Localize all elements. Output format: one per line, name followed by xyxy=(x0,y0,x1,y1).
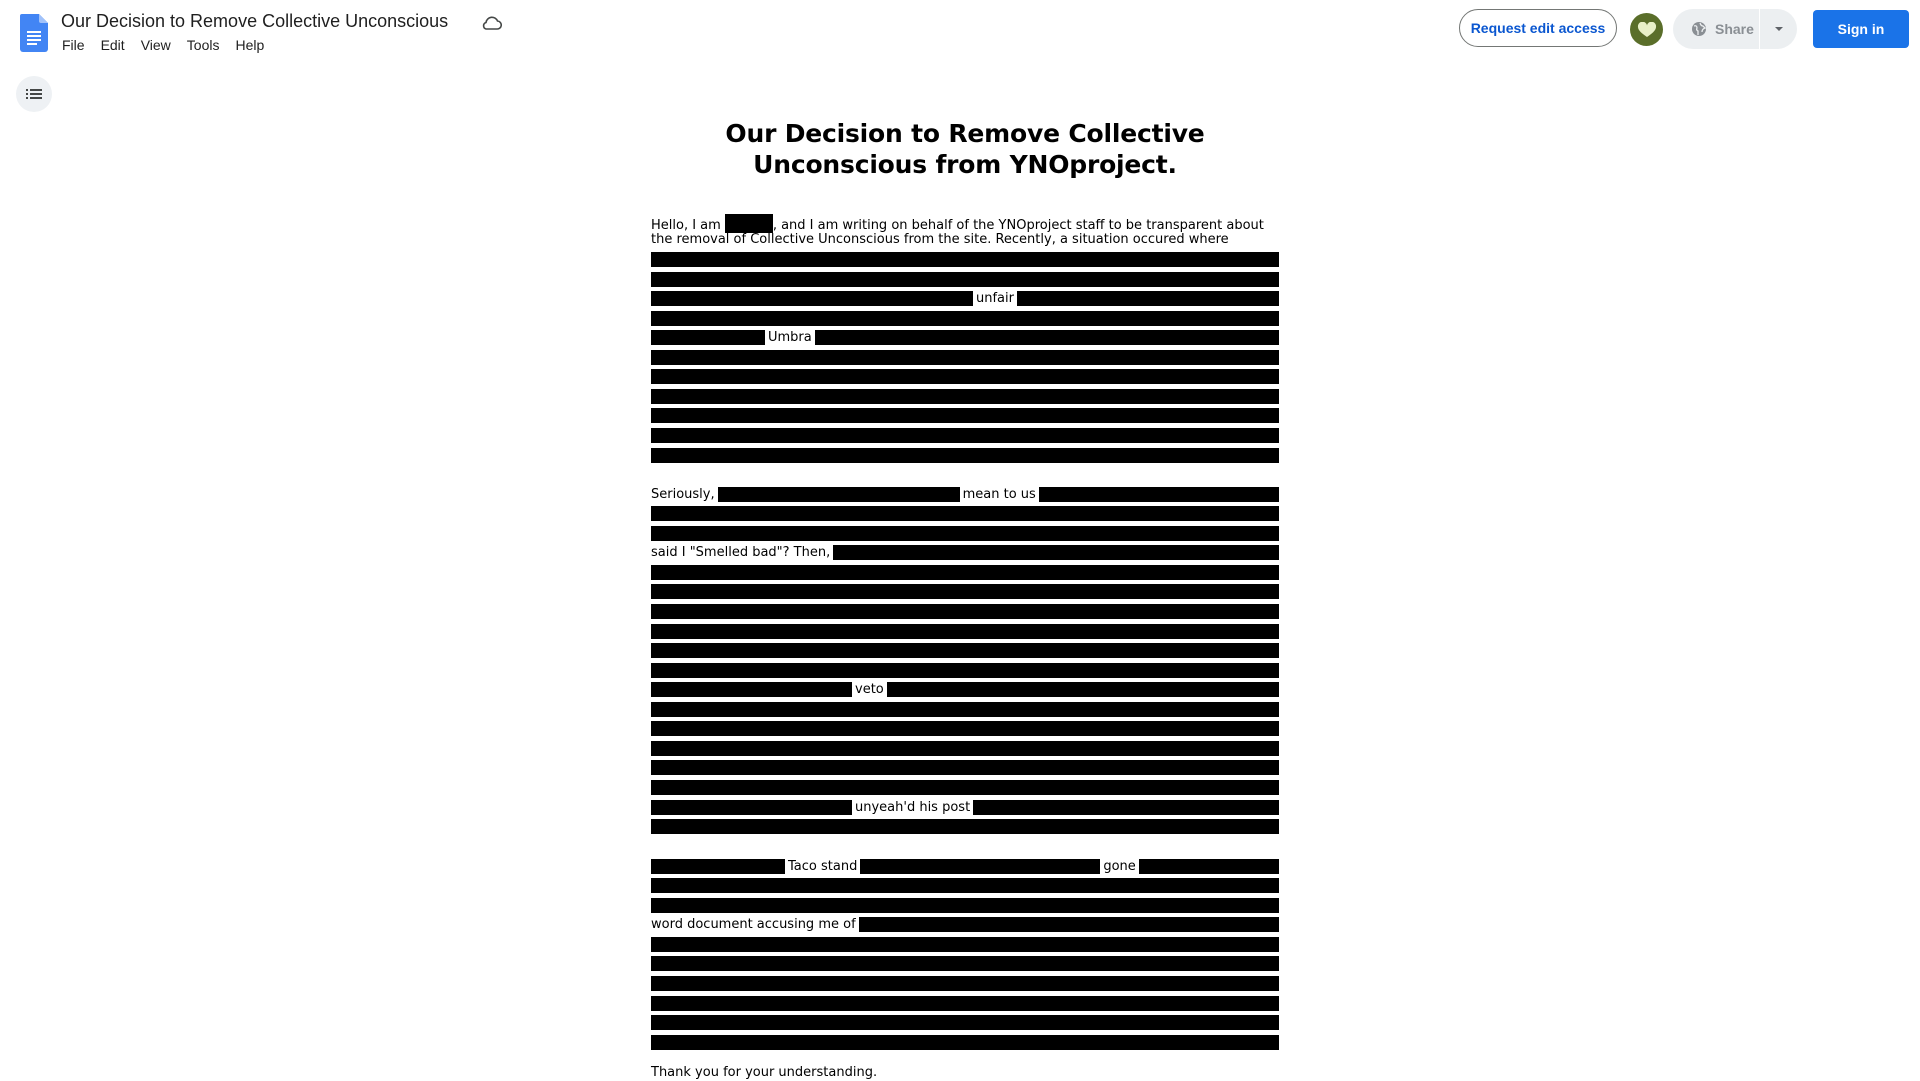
intro-text-b: , and I am writing on behalf of the YNOproject staff to be transparent about xyxy=(772,218,1264,233)
redacted-line xyxy=(651,898,1279,913)
heart-shape xyxy=(1637,22,1657,38)
share-options-button[interactable] xyxy=(1760,9,1797,49)
redacted-line xyxy=(651,545,1279,560)
intro-text-a: Hello, I am xyxy=(651,218,721,233)
redacted-line xyxy=(651,291,1279,306)
redacted-line xyxy=(651,741,1279,756)
redacted-line xyxy=(651,369,1279,384)
redacted-line xyxy=(651,1035,1279,1050)
menu-help[interactable]: Help xyxy=(235,37,265,53)
word-unyeahd: unyeah'd his post xyxy=(855,800,971,815)
redacted-line xyxy=(651,996,1279,1011)
word-mean-to-us: mean to us xyxy=(962,487,1036,502)
redacted-line xyxy=(651,272,1279,287)
redacted-line xyxy=(651,604,1279,619)
redacted-line xyxy=(651,702,1279,717)
sign-in-button[interactable]: Sign in xyxy=(1813,10,1909,48)
menu-file[interactable]: File xyxy=(62,37,85,53)
menu-bar xyxy=(54,36,272,54)
avatar-icon[interactable] xyxy=(1630,13,1663,46)
intro-line-2: the removal of Collective Unconscious from the site. Recently, a situation occured where xyxy=(651,232,1229,247)
redacted-line xyxy=(651,584,1279,599)
top-bar xyxy=(0,0,1920,64)
redacted-line xyxy=(651,682,1279,697)
word-unfair: unfair xyxy=(976,291,1014,306)
redacted-line xyxy=(651,859,1279,874)
docs-icon[interactable] xyxy=(20,14,48,52)
redacted-line xyxy=(651,428,1279,443)
share-button-group xyxy=(1673,9,1797,49)
redacted-line xyxy=(651,565,1279,580)
redacted-line xyxy=(651,956,1279,971)
outline-button[interactable] xyxy=(16,76,52,112)
redacted-line xyxy=(651,389,1279,404)
redacted-line xyxy=(651,917,1279,932)
word-taco-stand: Taco stand xyxy=(788,859,858,874)
document-heading: Our Decision to Remove Collective Unconscious from YNOproject. xyxy=(725,119,1205,179)
document-page xyxy=(651,118,1279,1080)
word-word-document: word document accusing me of xyxy=(651,917,856,932)
redacted-line xyxy=(651,487,1279,502)
menu-edit[interactable]: Edit xyxy=(100,37,125,53)
redacted-line xyxy=(651,937,1279,952)
word-umbra: Umbra xyxy=(768,330,812,345)
outline-icon xyxy=(26,88,42,100)
redacted-line xyxy=(651,330,1279,345)
request-edit-access-button[interactable]: Request edit access xyxy=(1459,9,1617,47)
redacted-line xyxy=(651,526,1279,541)
redacted-line xyxy=(651,252,1279,267)
document-title[interactable]: Our Decision to Remove Collective Unconscious xyxy=(61,11,449,31)
word-gone: gone xyxy=(1103,859,1136,874)
share-label: Share xyxy=(1715,21,1754,37)
cloud-icon[interactable] xyxy=(480,14,502,32)
redacted-line xyxy=(651,408,1279,423)
redacted-line xyxy=(651,721,1279,736)
chevron-down-icon xyxy=(1774,26,1784,32)
redacted-line xyxy=(651,350,1279,365)
closing-text: Thank you for your understanding. xyxy=(651,1065,878,1080)
redacted-line xyxy=(651,800,1279,815)
word-seriously: Seriously, xyxy=(651,487,715,502)
word-smelled-bad: said I "Smelled bad"? Then, xyxy=(651,545,831,560)
redacted-line xyxy=(651,760,1279,775)
menu-view[interactable]: View xyxy=(140,37,171,53)
word-veto: veto xyxy=(855,682,884,697)
redacted-line xyxy=(651,976,1279,991)
redacted-line xyxy=(651,448,1279,463)
globe-icon xyxy=(1691,21,1707,37)
redacted-line xyxy=(651,878,1279,893)
redacted-line xyxy=(651,1015,1279,1030)
redacted-line xyxy=(651,643,1279,658)
share-button[interactable] xyxy=(1673,9,1759,49)
redacted-line xyxy=(651,663,1279,678)
redacted-line xyxy=(651,311,1279,326)
redacted-line xyxy=(651,780,1279,795)
redacted-line xyxy=(651,506,1279,521)
menu-tools[interactable]: Tools xyxy=(186,37,220,53)
redacted-line xyxy=(651,819,1279,834)
redacted-line xyxy=(651,624,1279,639)
